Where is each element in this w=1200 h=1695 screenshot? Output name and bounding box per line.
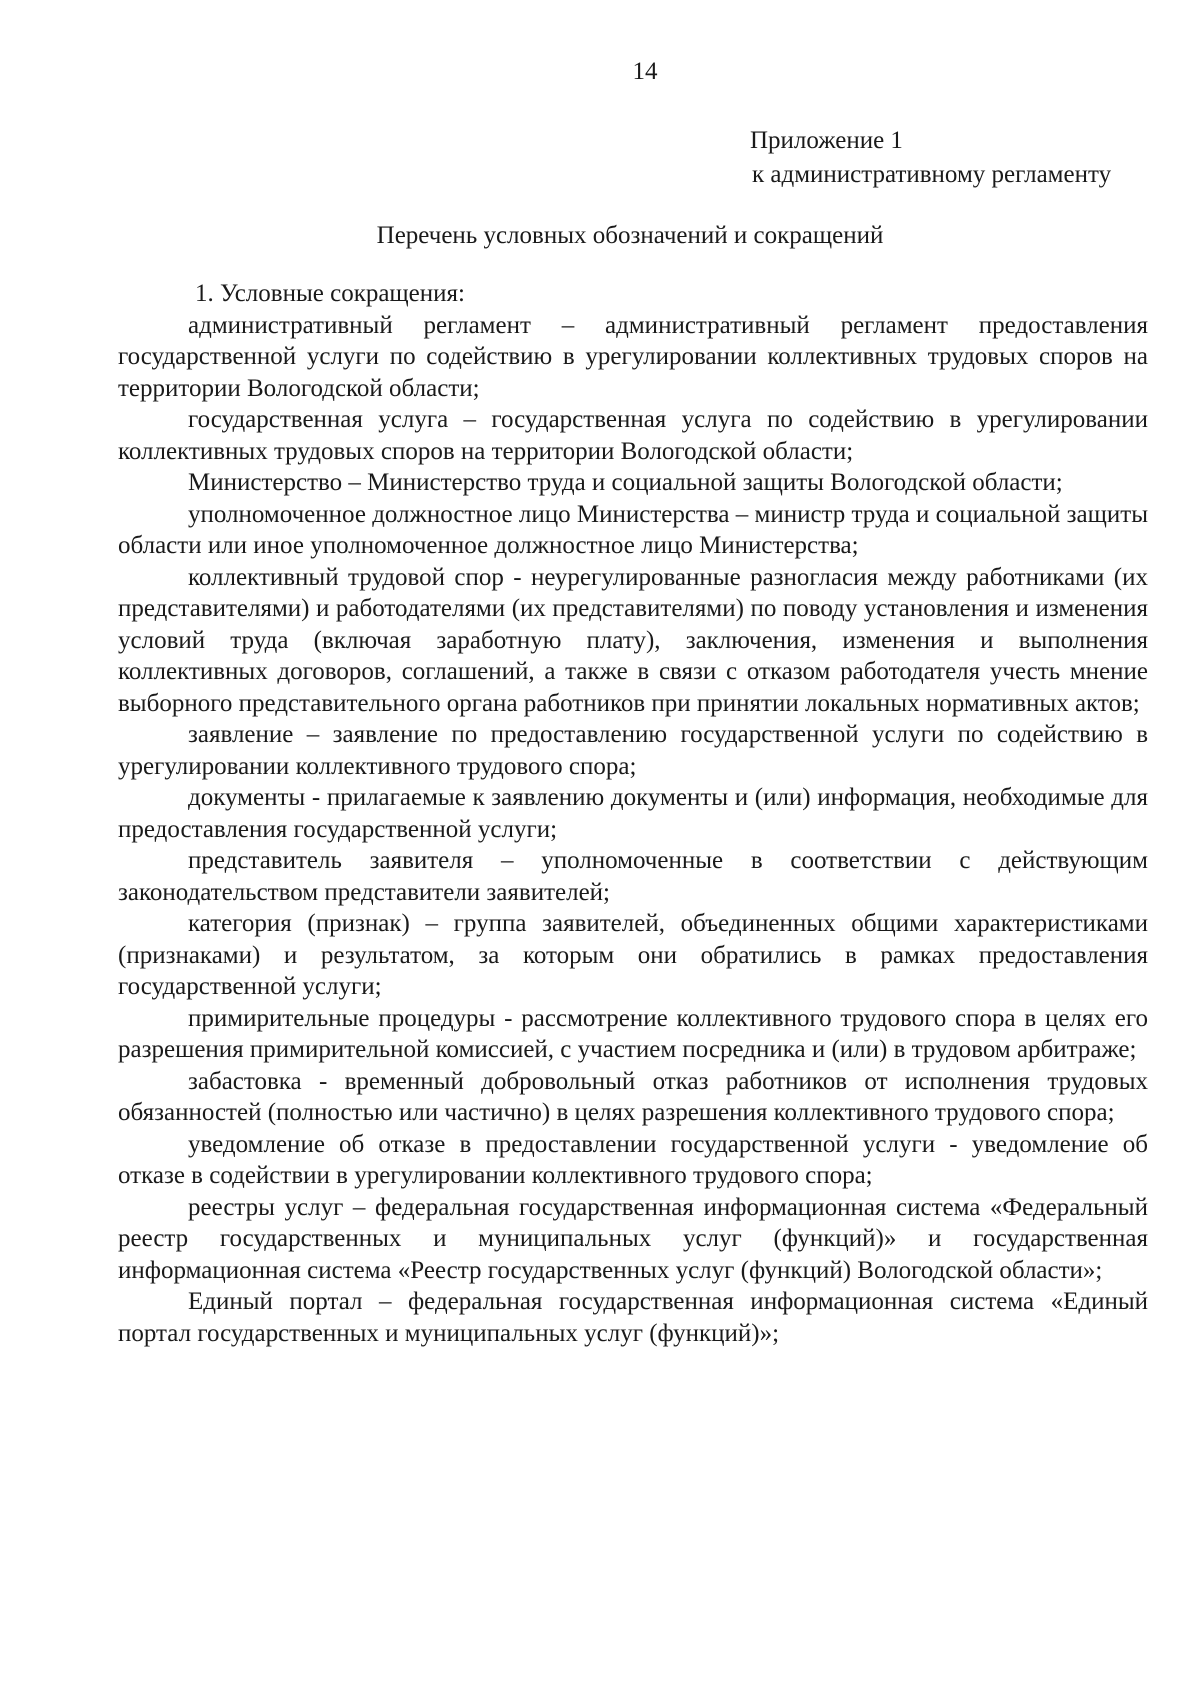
definition-paragraph: заявление – заявление по предоставлению государственной услуги по содействию в урегулировании коллективного трудового спора; [118,721,1148,780]
definition-paragraph: государственная услуга – государственная услуга по содействию в урегулировании коллективных трудовых споров на территории Вологодской области; [118,406,1148,465]
appendix-subtitle: к административному регламенту [752,161,1112,188]
definition-paragraph: Единый портал – федеральная государственная информационная система «Единый портал государственных и муниципальных услуг (функций)»; [118,1288,1148,1347]
section-heading: 1. Условные сокращения: [195,280,465,307]
page-number: 14 [632,58,658,85]
definition-paragraph: примирительные процедуры - рассмотрение коллективного трудового спора в целях его разрешения примирительной комиссией, с участием посредника и (или) в трудовом арбитраже; [118,1004,1148,1063]
definition-paragraph: представитель заявителя – уполномоченные в соответствии с действующим законодательством представители заявителей; [118,847,1148,906]
definition-paragraph: реестры услуг – федеральная государственная информационная система «Федеральный реестр государственных и муниципальных услуг (функций)» и государственная информационная система «Реестр государственных услуг (функций) Вологодской области»; [118,1193,1148,1284]
definition-paragraph: уполномоченное должностное лицо Министерства – министр труда и социальной защиты области или иное уполномоченное должностное лицо Министерства; [118,500,1148,559]
definition-paragraph: категория (признак) – группа заявителей, объединенных общими характеристиками (признаками) и результатом, за которым они обратились в рамках предоставления государственной услуги; [118,910,1148,1000]
definition-paragraph: уведомление об отказе в предоставлении государственной услуги - уведомление об отказе в содействии в урегулировании коллективного трудового спора; [118,1130,1148,1189]
definition-paragraph: забастовка - временный добровольный отказ работников от исполнения трудовых обязанностей (полностью или частично) в целях разрешения коллективного трудового спора; [118,1067,1148,1126]
definition-paragraph: Министерство – Министерство труда и социальной защиты Вологодской области; [188,469,1063,496]
appendix-title: Приложение 1 [750,127,903,154]
definition-paragraph: коллективный трудовой спор - неурегулированные разногласия между работниками (их представителями) и работодателями (их представителями) по поводу установления и изменения условий труда (включая заработную плату), заключения, изменения и выполнения коллективных договоров, соглашений, а также в связи с отказом работодателя учесть мнение выборного представительного органа работников при принятии локальных нормативных актов; [118,563,1148,717]
definition-paragraph: документы - прилагаемые к заявлению документы и (или) информация, необходимые для предоставления государственной услуги; [118,784,1148,843]
document-title: Перечень условных обозначений и сокращений [376,222,884,249]
definition-paragraph: административный регламент – административный регламент предоставления государственной услуги по содействию в урегулировании коллективных трудовых споров на территории Вологодской области; [118,311,1148,402]
appendix-header [750,124,1111,192]
document-body [118,278,1148,1349]
